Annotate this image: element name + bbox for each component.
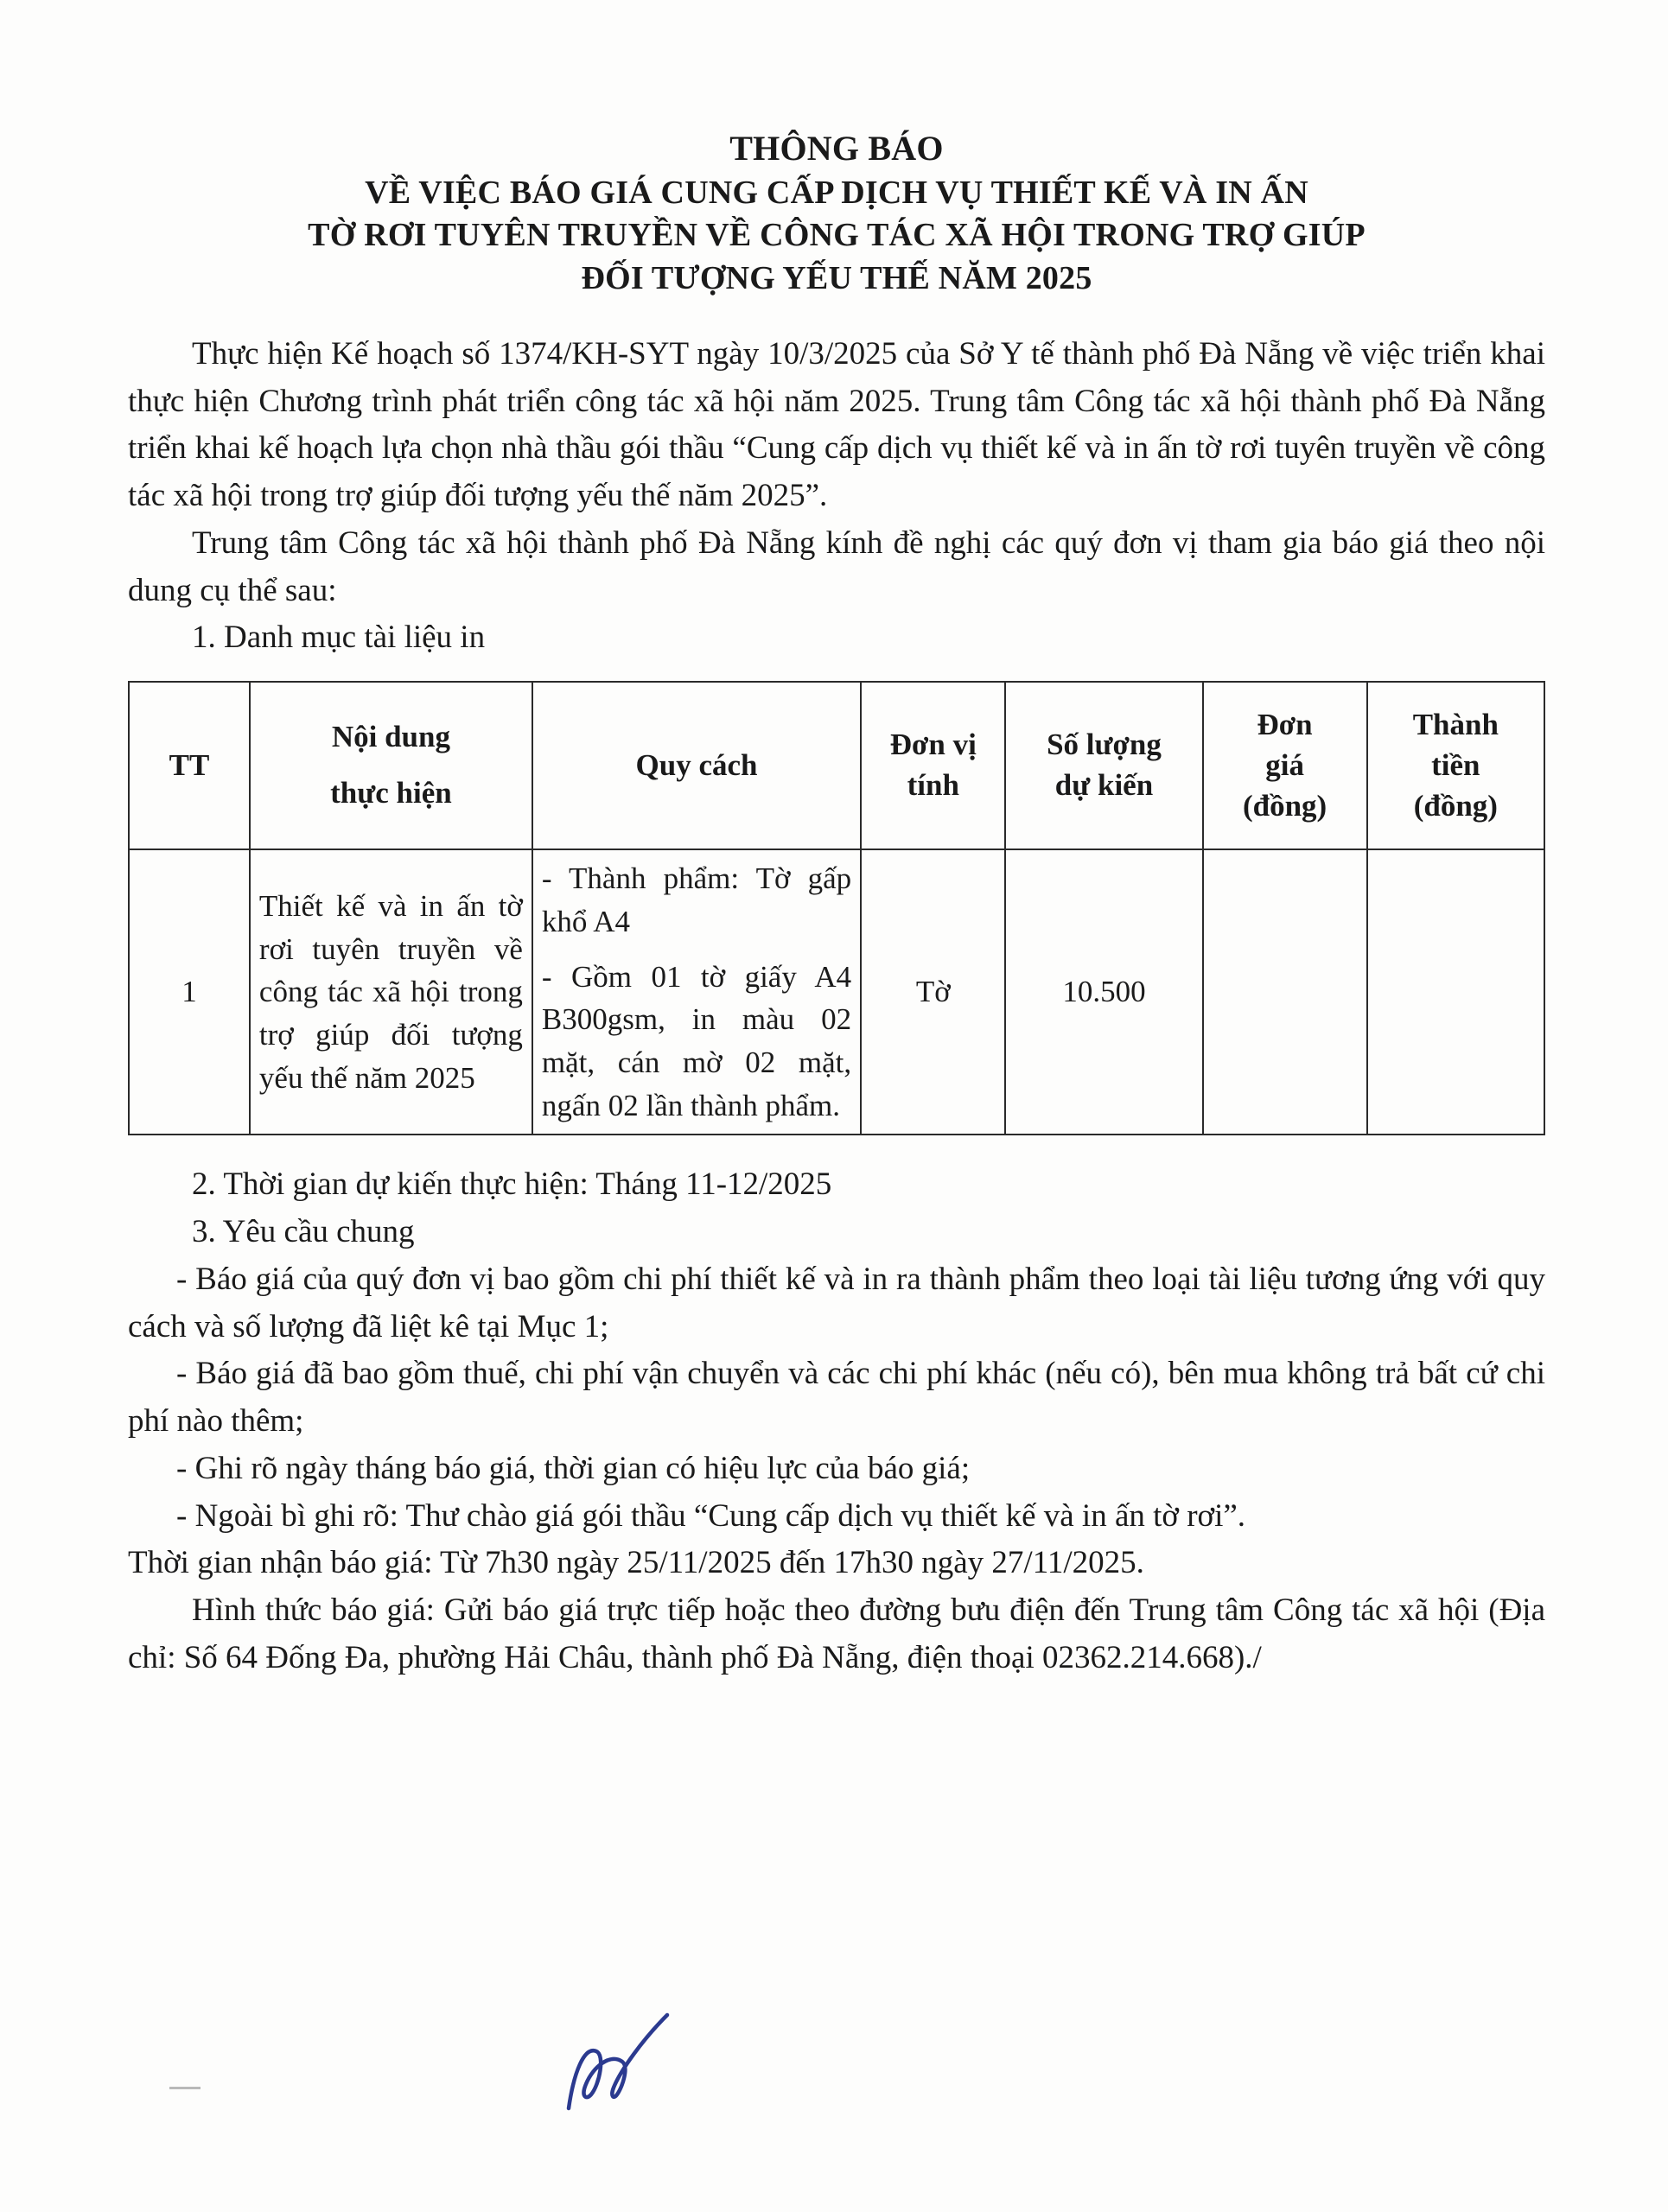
title-subtitle xyxy=(128,172,1545,300)
requirement-bullet-3: - Ghi rõ ngày tháng báo giá, thời gian có hiệu lực của báo giá; xyxy=(176,1450,971,1486)
requirement-bullet-1: - Báo giá của quý đơn vị bao gồm chi phí thiết kế và in ra thành phẩm theo loại tài liệu tương ứng với quy cách và số lượng đã liệt kê tại Mục 1; xyxy=(128,1261,1545,1344)
cell-quy-cach-line-2: - Gồm 01 tờ giấy A4 B300gsm, in màu 02 mặt, cán mờ 02 mặt, ngấn 02 lần thành phẩm. xyxy=(541,959,852,1122)
closing-method-paragraph: Hình thức báo giá: Gửi báo giá trực tiếp hoặc theo đường bưu điện đến Trung tâm Công tác xã hội (Địa chỉ: Số 64 Đống Đa, phường Hải Châu, thành phố Đà Nẵng, điện thoại 02362.214.668)./ xyxy=(128,1592,1545,1675)
table-header-don-vi-tinh xyxy=(861,682,1005,849)
table-header-thanh-tien-line-3: (đồng) xyxy=(1413,788,1498,823)
paragraph-intro: Thực hiện Kế hoạch số 1374/KH-SYT ngày 10/3/2025 của Sở Y tế thành phố Đà Nẵng về việc triển khai thực hiện Chương trình phát triển công tác xã hội năm 2025. Trung tâm Công tác xã hội thành phố Đà Nẵng triển khai kế hoạch lựa chọn nhà thầu gói thầu “Cung cấp dịch vụ thiết kế và in ấn tờ rơi tuyên truyền về công tác xã hội trong trợ giúp đối tượng yếu thế năm 2025”. xyxy=(128,335,1545,514)
table-header-so-luong xyxy=(1005,682,1202,849)
page-edge-artifact xyxy=(169,2087,201,2089)
cell-tt: 1 xyxy=(129,849,250,1135)
section-heading-1: 1. Danh mục tài liệu in xyxy=(192,620,486,656)
requirement-bullet-4: - Ngoài bì ghi rõ: Thư chào giá gói thầu “Cung cấp dịch vụ thiết kế và in ấn tờ rơi”. xyxy=(176,1497,1246,1534)
print-items-table xyxy=(128,681,1545,1135)
table-row xyxy=(129,849,1544,1135)
section-heading-3: 3. Yêu cầu chung xyxy=(192,1214,415,1250)
cell-quy-cach-line-1: - Thành phẩm: Tờ gấp khổ A4 xyxy=(541,861,852,938)
table-header-row xyxy=(129,682,1544,849)
table-header-don-gia-line-1: Đơn xyxy=(1257,707,1313,741)
table-header-so-luong-line-2: dự kiến xyxy=(1054,768,1154,803)
closing-time-paragraph: Thời gian nhận báo giá: Từ 7h30 ngày 25/11/2025 đến 17h30 ngày 27/11/2025. xyxy=(128,1545,1144,1581)
cell-quy-cach xyxy=(532,849,861,1135)
table-header-thanh-tien xyxy=(1367,682,1544,849)
title-subtitle-line-2: TỜ RƠI TUYÊN TRUYỀN VỀ CÔNG TÁC XÃ HỘI TRONG TRỢ GIÚP xyxy=(308,217,1366,254)
table-header-tt: TT xyxy=(129,682,250,849)
cell-noi-dung: Thiết kế và in ấn tờ rơi tuyên truyền về công tác xã hội trong trợ giúp đối tượng yếu thế năm 2025 xyxy=(250,849,532,1135)
table-header-noi-dung xyxy=(250,682,532,849)
document-content xyxy=(128,130,1545,1682)
table-header-so-luong-line-1: Số lượng xyxy=(1047,728,1162,762)
cell-so-luong: 10.500 xyxy=(1005,849,1202,1135)
table-header-quy-cach: Quy cách xyxy=(532,682,861,849)
document-title-block xyxy=(128,130,1545,300)
requirement-bullet-2: - Báo giá đã bao gồm thuế, chi phí vận chuyển và các chi phí khác (nếu có), bên mua không trả bất cứ chi phí nào thêm; xyxy=(128,1356,1545,1440)
table-header-don-gia-line-2: giá xyxy=(1265,747,1304,782)
paragraph-request: Trung tâm Công tác xã hội thành phố Đà Nẵng kính đề nghị các quý đơn vị tham gia báo giá theo nội dung cụ thể sau: xyxy=(128,524,1545,608)
section-heading-2: 2. Thời gian dự kiến thực hiện: Tháng 11-12/2025 xyxy=(192,1166,832,1203)
title-main: THÔNG BÁO xyxy=(729,129,944,168)
table-header-don-vi-line-1: Đơn vị xyxy=(889,728,977,762)
cell-don-vi-tinh: Tờ xyxy=(861,849,1005,1135)
cell-don-gia xyxy=(1203,849,1367,1135)
title-subtitle-line-1: VỀ VIỆC BÁO GIÁ CUNG CẤP DỊCH VỤ THIẾT KẾ VÀ IN ẤN xyxy=(365,174,1308,211)
cell-thanh-tien xyxy=(1367,849,1544,1135)
table-header-thanh-tien-line-1: Thành xyxy=(1412,707,1499,741)
title-subtitle-line-3: ĐỐI TƯỢNG YẾU THẾ NĂM 2025 xyxy=(581,259,1092,296)
table-header-don-gia xyxy=(1203,682,1367,849)
table-header-don-vi-line-2: tính xyxy=(907,768,959,803)
table-header-noi-dung-line-2: thực hiện xyxy=(330,776,452,810)
table-header-noi-dung-line-1: Nội dung xyxy=(331,720,450,754)
table-header-thanh-tien-line-2: tiền xyxy=(1431,747,1480,782)
table-header-don-gia-line-3: (đồng) xyxy=(1242,788,1327,823)
handwritten-signature xyxy=(553,2005,691,2117)
